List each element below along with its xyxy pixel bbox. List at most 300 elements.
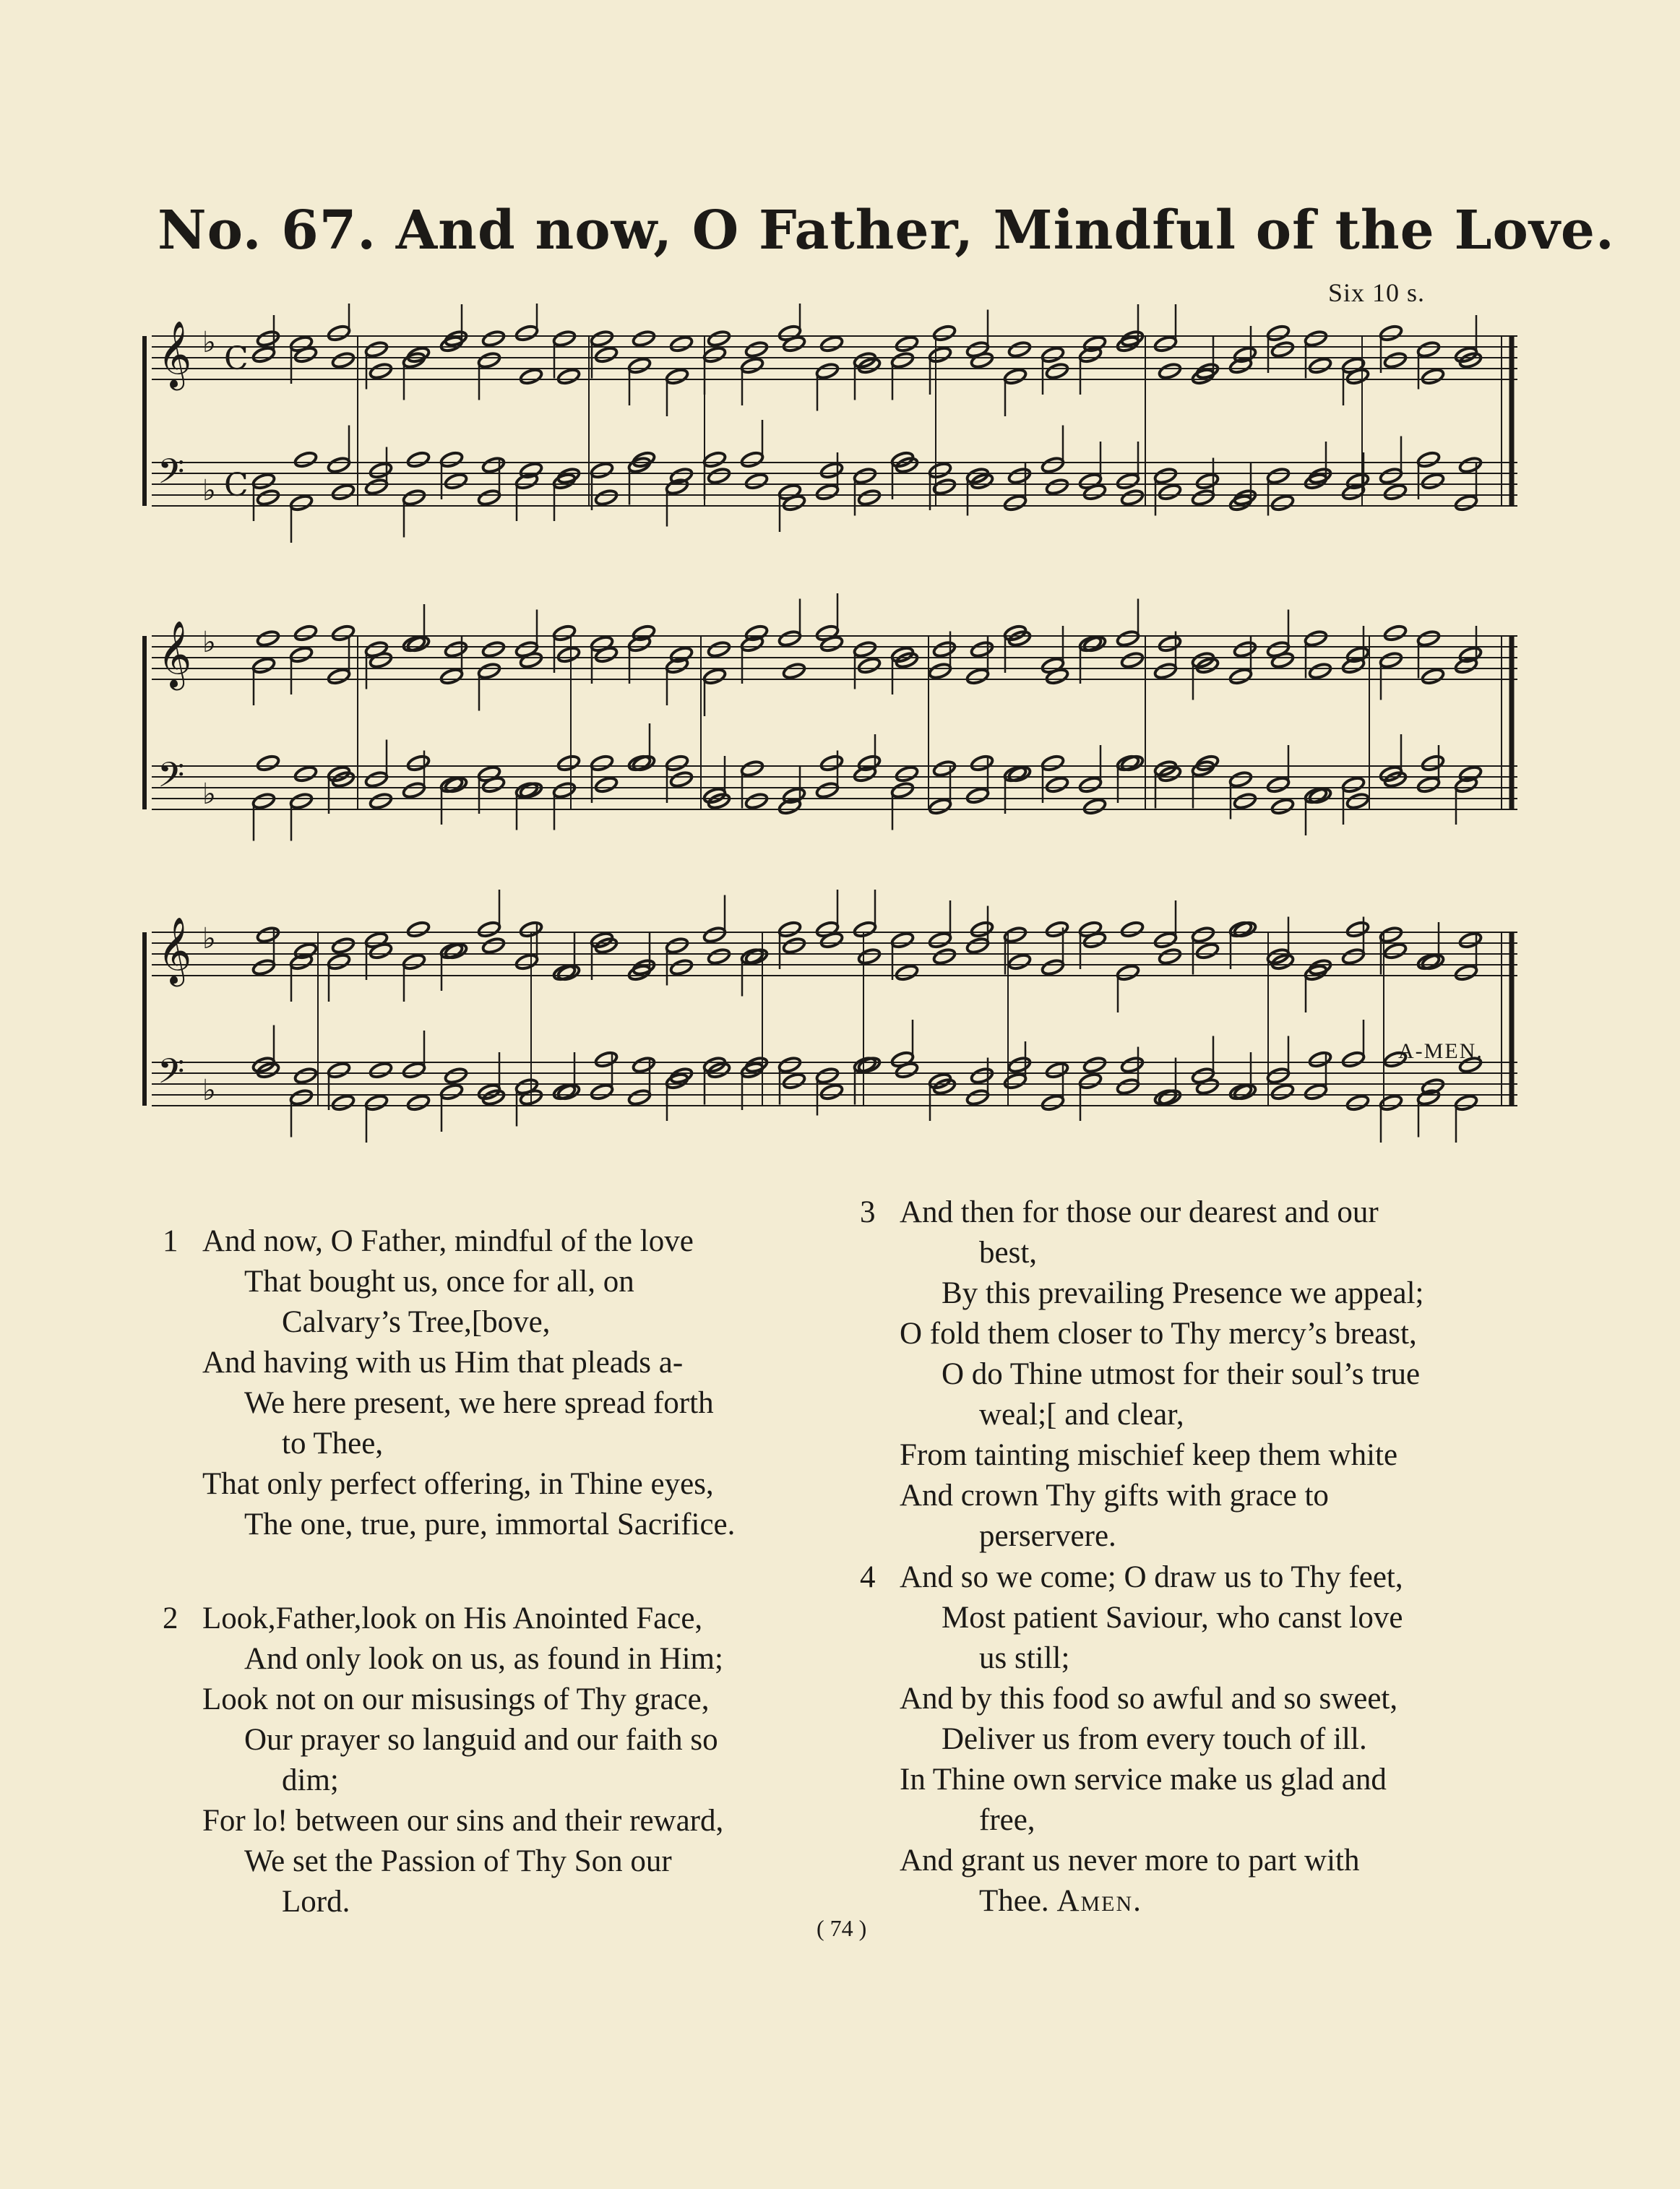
note-head [251, 792, 276, 810]
verse-line: We set the Passion of Thy Son our [244, 1844, 672, 1878]
note-head [1383, 351, 1408, 369]
note-head [1233, 1083, 1257, 1101]
note-head [1341, 947, 1366, 966]
note-head [1041, 1093, 1065, 1111]
note-head [1195, 472, 1220, 490]
note-head [965, 786, 990, 804]
note-head [853, 920, 877, 938]
hymn-meter: Six 10 s. [1328, 278, 1426, 307]
note-head [369, 651, 393, 669]
note-head [1379, 467, 1403, 485]
clef-icon: 𝄢 [158, 1051, 185, 1100]
note-head [256, 330, 280, 348]
note-head [590, 1083, 614, 1101]
note-head [1270, 651, 1295, 669]
note-head [782, 662, 806, 680]
note-head [1120, 754, 1145, 772]
note-head [819, 931, 844, 949]
note-head [1454, 963, 1478, 981]
note-head [402, 1061, 426, 1079]
note-head [327, 456, 351, 474]
note-head [669, 958, 694, 976]
note-head [1421, 667, 1445, 685]
note-head [552, 330, 577, 348]
note-head [1228, 667, 1253, 685]
note-head [406, 450, 431, 468]
note-head [669, 645, 694, 663]
note-head [251, 345, 276, 364]
note-head [256, 926, 280, 944]
note-head [327, 324, 351, 342]
note-head [556, 963, 581, 981]
note-head [1007, 1056, 1032, 1074]
note-head [965, 937, 990, 955]
note-head [1003, 494, 1028, 512]
note-head [1308, 1050, 1332, 1068]
note-head [331, 351, 356, 369]
note-head [1045, 775, 1069, 794]
note-head [1341, 1050, 1366, 1068]
note-head [1003, 1072, 1028, 1090]
verse-number: 1 [163, 1224, 178, 1258]
note-head [1421, 754, 1445, 772]
note-head [594, 775, 619, 794]
note-head [402, 489, 426, 507]
note-head [369, 792, 393, 810]
note-head [1003, 367, 1028, 385]
verse-4 [860, 1557, 1521, 1922]
note-head [1041, 958, 1065, 976]
verse-line: From tainting mischief keep them white [900, 1438, 1398, 1472]
note-head [1458, 645, 1483, 663]
note-head [1045, 1061, 1069, 1079]
verse-line: And grant us never more to part with [900, 1844, 1360, 1878]
note-head [590, 754, 614, 772]
note-head [890, 931, 915, 949]
verse-line: O fold them closer to Thy mercy’s breast, [900, 1317, 1417, 1351]
note-head [857, 1056, 882, 1074]
note-head [406, 1093, 431, 1111]
note-head [1003, 926, 1028, 944]
verse-line: Lord. [282, 1885, 350, 1919]
note-head [1116, 1078, 1140, 1096]
note-head [1007, 952, 1032, 971]
verse-line: free, [979, 1803, 1035, 1837]
note-head [1266, 775, 1291, 794]
amen-label: A-MEN. [1398, 1039, 1483, 1063]
note-head [669, 335, 694, 353]
note-head [1416, 340, 1441, 358]
note-head [627, 1088, 652, 1106]
note-head [1345, 645, 1370, 663]
note-head [1082, 335, 1107, 353]
verse-line: That only perfect offering, in Thine eyes, [202, 1467, 714, 1501]
note-head [632, 1056, 656, 1074]
note-head [895, 1061, 919, 1079]
note-head [857, 947, 882, 966]
note-head [1379, 324, 1403, 342]
note-head [556, 754, 581, 772]
key-signature-flat-icon: ♭ [202, 922, 216, 955]
verse-number: 4 [860, 1560, 876, 1594]
note-head [1045, 478, 1069, 496]
verse-line: O do Thine utmost for their soul’s true [942, 1357, 1421, 1391]
page-number: ( 74 ) [817, 1915, 867, 1941]
verse-line: dim; [282, 1763, 339, 1797]
note-head [594, 645, 619, 663]
verse-line: 3 And then for those our dearest and our [900, 1192, 1521, 1233]
verse-line: Calvary’s Tree,[bove, [282, 1305, 551, 1339]
note-head [965, 667, 990, 685]
note-head [293, 1067, 318, 1085]
note-head [481, 775, 506, 794]
note-head [594, 345, 619, 364]
note-head [1082, 797, 1107, 815]
note-head [1191, 489, 1215, 507]
note-head [819, 335, 844, 353]
note-head [1341, 775, 1366, 794]
verse-line: Most patient Saviour, who canst love [942, 1601, 1403, 1635]
time-signature-icon: C [224, 467, 249, 504]
note-head [444, 640, 468, 658]
note-head [327, 1061, 351, 1079]
note-head [256, 489, 280, 507]
note-head [702, 450, 727, 468]
verse-line: The one, true, pure, immortal Sacrifice. [244, 1508, 736, 1541]
note-head [632, 330, 656, 348]
note-head [702, 667, 727, 685]
note-head [1266, 324, 1291, 342]
note-head [857, 656, 882, 674]
note-head [1007, 765, 1032, 783]
note-head [1007, 340, 1032, 358]
note-head [707, 467, 731, 485]
note-head [477, 489, 501, 507]
note-head [1345, 1093, 1370, 1111]
note-head [364, 340, 389, 358]
key-signature-flat-icon: ♭ [202, 778, 216, 811]
note-head [932, 760, 957, 778]
note-head [1383, 624, 1408, 642]
key-signature-flat-icon: ♭ [202, 474, 216, 507]
note-head [1454, 494, 1478, 512]
note-head [369, 362, 393, 380]
note-head [514, 324, 539, 342]
note-head [707, 947, 731, 966]
note-head [932, 640, 957, 658]
note-head [740, 356, 764, 374]
note-head [444, 942, 468, 960]
note-head [857, 489, 882, 507]
note-head [932, 947, 957, 966]
verse-line: That bought us, once for all, on [244, 1265, 634, 1299]
note-head [1270, 1083, 1295, 1101]
note-head [895, 335, 919, 353]
note-head [594, 1050, 619, 1068]
verse-1 [163, 1221, 824, 1545]
note-head [819, 754, 844, 772]
note-head [970, 920, 994, 938]
verse-line: We here present, we here spread forth [244, 1386, 714, 1420]
note-head [928, 461, 952, 479]
note-head [819, 1083, 844, 1101]
note-head [707, 330, 731, 348]
note-head [331, 483, 356, 501]
verse-line: In Thine own service make us glad and [900, 1763, 1387, 1797]
note-head [777, 629, 802, 648]
note-head [1158, 635, 1182, 653]
note-head [965, 1088, 990, 1106]
note-head [256, 629, 280, 648]
note-head [1158, 362, 1182, 380]
note-head [1045, 362, 1069, 380]
note-head [1421, 952, 1445, 971]
note-head [1421, 1078, 1445, 1096]
note-head [1120, 920, 1145, 938]
note-head [815, 483, 840, 501]
note-head [1158, 483, 1182, 501]
note-head [815, 1067, 840, 1085]
note-head [1308, 786, 1332, 804]
note-head [702, 926, 727, 944]
note-head [1191, 926, 1215, 944]
note-head [552, 624, 577, 642]
note-head [1082, 635, 1107, 653]
verse-2 [163, 1599, 824, 1922]
note-head [1078, 1072, 1103, 1090]
note-head [519, 367, 543, 385]
note-head [556, 367, 581, 385]
note-head [519, 781, 543, 799]
music-score [141, 304, 1525, 1171]
note-head [702, 345, 727, 364]
note-head [1345, 367, 1370, 385]
note-head [740, 760, 764, 778]
note-head [289, 792, 314, 810]
note-head [406, 754, 431, 772]
note-head [1270, 494, 1295, 512]
note-head [819, 461, 844, 479]
note-head [406, 920, 431, 938]
clef-icon: 𝄞 [158, 320, 192, 387]
note-head [439, 450, 464, 468]
note-head [514, 952, 539, 971]
clef-icon: 𝄞 [158, 620, 192, 687]
note-head [740, 450, 764, 468]
note-head [1233, 345, 1257, 364]
note-head [1308, 662, 1332, 680]
note-head [331, 937, 356, 955]
note-head [364, 478, 389, 496]
note-head [1416, 450, 1441, 468]
verse-line: Look not on our misusings of Thy grace, [202, 1682, 710, 1716]
note-head [590, 330, 614, 348]
note-head [364, 1093, 389, 1111]
note-head [444, 472, 468, 490]
verse-line: Thee. Amen. [979, 1884, 1142, 1918]
note-head [928, 345, 952, 364]
note-head [1233, 792, 1257, 810]
note-head [1421, 472, 1445, 490]
note-head [1270, 340, 1295, 358]
note-head [970, 754, 994, 772]
verse-line: to Thee, [282, 1427, 384, 1461]
note-head [632, 624, 656, 642]
note-head [293, 624, 318, 642]
key-signature-flat-icon: ♭ [202, 1074, 216, 1107]
note-head [251, 656, 276, 674]
note-head [857, 754, 882, 772]
note-head [777, 1056, 802, 1074]
verse-3 [860, 1192, 1521, 1557]
note-head [928, 931, 952, 949]
note-head [890, 781, 915, 799]
verse-line: 2 Look,Father,look on His Anointed Face, [202, 1599, 824, 1639]
note-head [744, 947, 769, 966]
note-head [1304, 1083, 1328, 1101]
note-head [632, 754, 656, 772]
note-head [364, 770, 389, 788]
note-head [1266, 467, 1291, 485]
hymn-title: No. 67. And now, O Father, Mindful of the Love. [158, 199, 1615, 262]
note-head [627, 356, 652, 374]
note-head [1228, 770, 1253, 788]
verse-line: perservere. [979, 1519, 1116, 1553]
note-head [477, 662, 501, 680]
note-head [895, 765, 919, 783]
note-head [519, 651, 543, 669]
verse-number: 2 [163, 1601, 178, 1635]
note-head [970, 351, 994, 369]
note-head [256, 754, 280, 772]
note-head [1045, 920, 1069, 938]
key-signature-flat-icon: ♭ [202, 626, 216, 659]
note-head [928, 797, 952, 815]
note-head [895, 963, 919, 981]
note-head [744, 472, 769, 490]
note-head [594, 489, 619, 507]
note-head [1345, 472, 1370, 490]
note-head [327, 952, 351, 971]
note-head [1345, 792, 1370, 810]
note-head [369, 942, 393, 960]
note-head [1270, 797, 1295, 815]
note-head [782, 937, 806, 955]
note-head [665, 937, 689, 955]
note-head [293, 450, 318, 468]
note-head [1266, 1067, 1291, 1085]
note-head [552, 781, 577, 799]
note-head [1304, 330, 1328, 348]
note-head [481, 330, 506, 348]
note-head [928, 662, 952, 680]
note-head [782, 786, 806, 804]
note-head [1082, 931, 1107, 949]
note-head [293, 345, 318, 364]
note-head [289, 645, 314, 663]
note-head [1379, 1093, 1403, 1111]
note-head [1082, 1056, 1107, 1074]
note-head [519, 461, 543, 479]
note-head [782, 494, 806, 512]
note-head [444, 1067, 468, 1085]
note-head [1116, 629, 1140, 648]
note-head [1383, 942, 1408, 960]
verse-line: And crown Thy gifts with grace to [900, 1479, 1329, 1513]
note-head [1195, 942, 1220, 960]
note-head [293, 765, 318, 783]
note-head [853, 640, 877, 658]
note-head [251, 472, 276, 490]
note-head [669, 770, 694, 788]
note-head [1045, 667, 1069, 685]
note-head [1379, 926, 1403, 944]
note-head [744, 340, 769, 358]
note-head [1007, 467, 1032, 485]
note-head [744, 792, 769, 810]
clef-icon: 𝄞 [158, 916, 192, 984]
verse-line: weal;[ and clear, [979, 1398, 1184, 1432]
note-head [481, 937, 506, 955]
note-head [1195, 1078, 1220, 1096]
note-head [777, 920, 802, 938]
note-head [1153, 335, 1178, 353]
time-signature-icon: C [224, 340, 249, 377]
verse-number: 3 [860, 1195, 876, 1229]
note-head [1458, 456, 1483, 474]
note-head [1304, 629, 1328, 648]
note-head [1416, 629, 1441, 648]
note-head [1041, 345, 1065, 364]
verse-line: And having with us Him that pleads a- [202, 1346, 684, 1380]
note-head [665, 367, 689, 385]
note-head [481, 456, 506, 474]
note-head [289, 1088, 314, 1106]
note-head [1458, 931, 1483, 949]
note-head [331, 1093, 356, 1111]
note-head [1120, 1056, 1145, 1074]
note-head [1345, 920, 1370, 938]
note-head [293, 942, 318, 960]
verse-line: Deliver us from every touch of ill. [942, 1722, 1367, 1756]
note-head [1158, 1088, 1182, 1106]
note-head [1153, 467, 1178, 485]
note-head [327, 667, 351, 685]
note-head [1233, 640, 1257, 658]
note-head [744, 624, 769, 642]
note-head [556, 1083, 581, 1101]
note-head [477, 351, 501, 369]
note-head [439, 1083, 464, 1101]
verse-line: By this prevailing Presence we appeal; [942, 1276, 1424, 1310]
note-head [1116, 472, 1140, 490]
note-head [819, 635, 844, 653]
note-head [970, 640, 994, 658]
note-head [1082, 483, 1107, 501]
verse-line: us still; [979, 1641, 1070, 1675]
verse-line: Our prayer so languid and our faith so [244, 1723, 718, 1757]
note-head [1041, 754, 1065, 772]
note-head [331, 624, 356, 642]
clef-icon: 𝄢 [158, 754, 185, 804]
note-head [369, 461, 393, 479]
note-head [1153, 662, 1178, 680]
note-head [402, 952, 426, 971]
note-head [1454, 1093, 1478, 1111]
note-head [1120, 651, 1145, 669]
note-head [1233, 920, 1257, 938]
note-head [707, 640, 731, 658]
